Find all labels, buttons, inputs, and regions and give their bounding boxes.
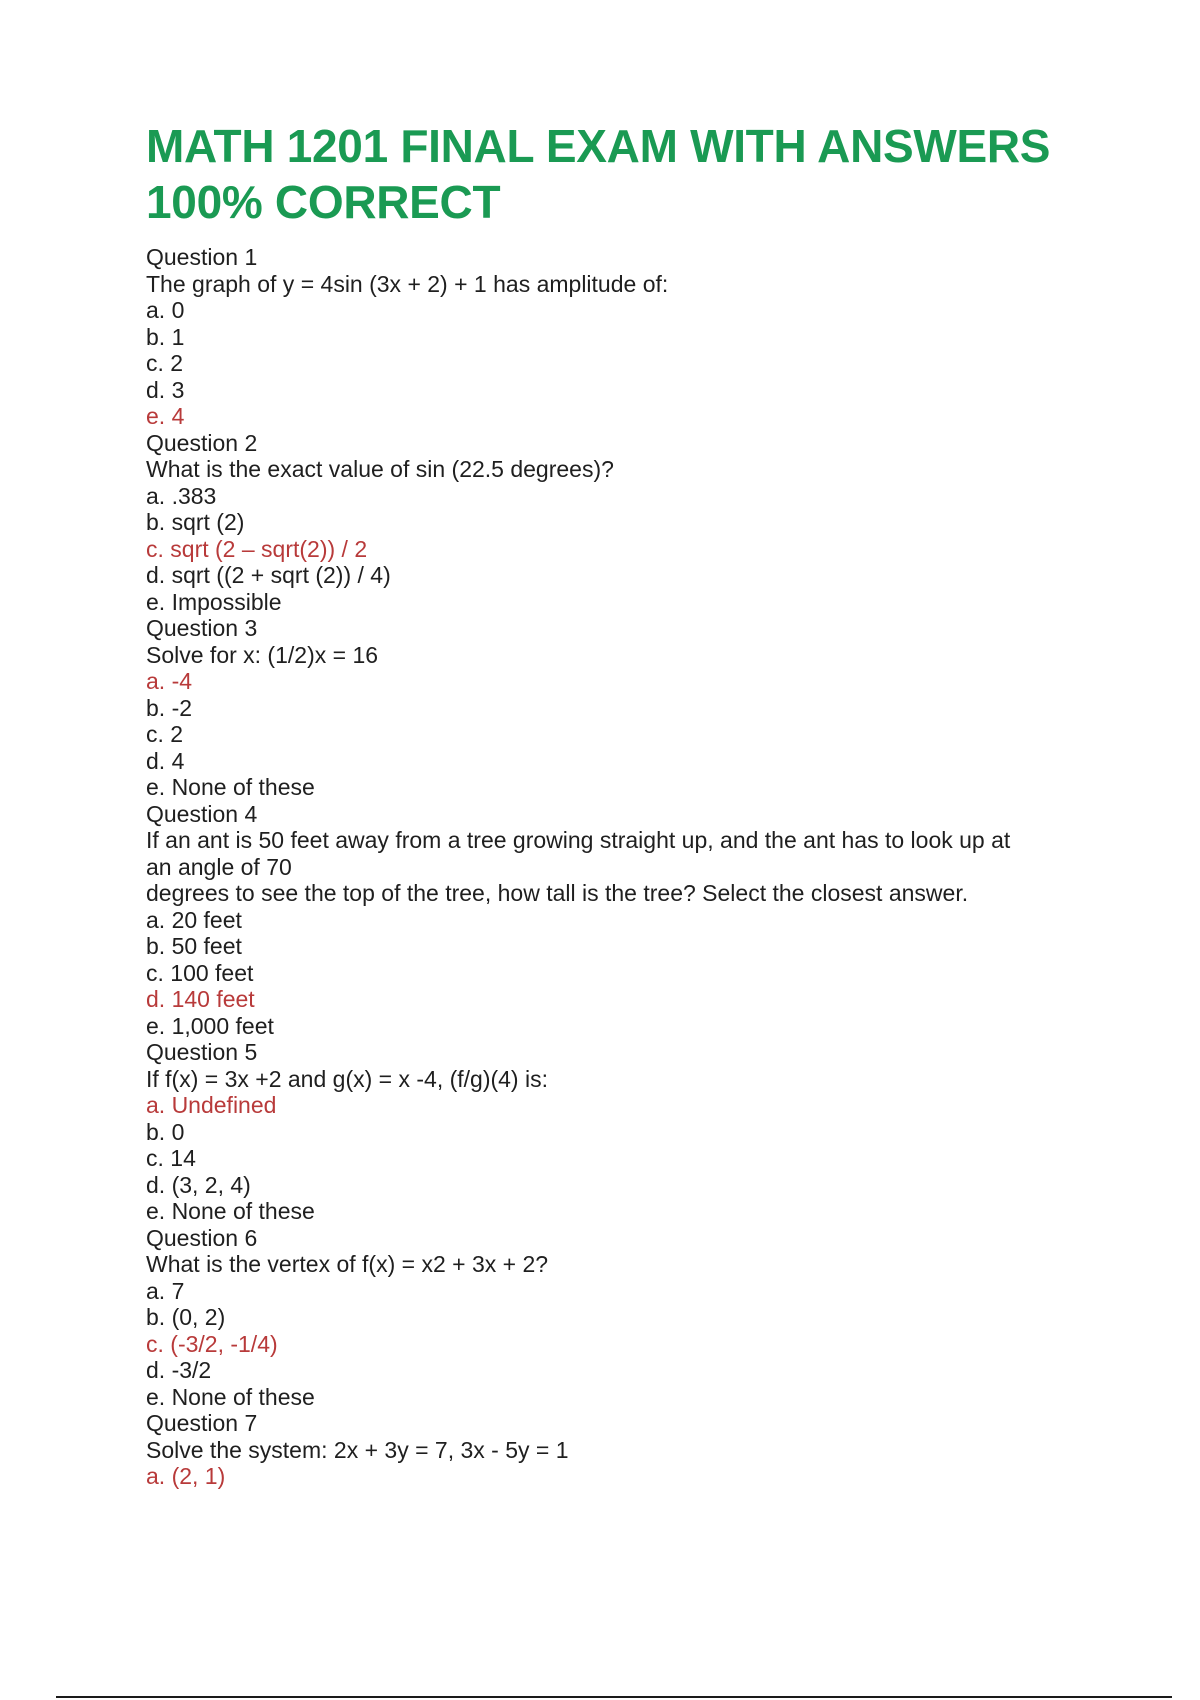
answer-option: b. sqrt (2) <box>146 509 245 535</box>
answer-option-correct: d. 140 feet <box>146 986 255 1012</box>
question-text: If f(x) = 3x +2 and g(x) = x -4, (f/g)(4) is: <box>146 1065 548 1092</box>
question-text: Solve the system: 2x + 3y = 7, 3x - 5y = 1 <box>146 1436 569 1463</box>
answer-option: c. 2 <box>146 721 184 747</box>
answer-option-correct: c. (-3/2, -1/4) <box>146 1330 278 1357</box>
question-heading: Question 3 <box>146 615 258 641</box>
question-list <box>146 244 1126 1490</box>
question-6 <box>146 1225 1126 1411</box>
answer-option: e. 1,000 feet <box>146 1012 274 1039</box>
answer-option: b. 50 feet <box>146 933 242 959</box>
question-text: What is the exact value of sin (22.5 degrees)? <box>146 456 614 482</box>
answer-option: b. -2 <box>146 694 193 721</box>
answer-option: c. 14 <box>146 1145 196 1171</box>
answer-option: a. 0 <box>146 297 185 323</box>
question-text: Solve for x: (1/2)x = 16 <box>146 641 379 668</box>
answer-option: d. -3/2 <box>146 1357 212 1383</box>
question-2 <box>146 430 1126 616</box>
question-heading: Question 6 <box>146 1224 258 1251</box>
question-1 <box>146 244 1126 430</box>
question-4 <box>146 801 1126 1040</box>
answer-option-correct: a. (2, 1) <box>146 1463 226 1489</box>
answer-option: d. 4 <box>146 747 185 774</box>
question-7 <box>146 1410 1126 1490</box>
question-heading: Question 1 <box>146 244 258 270</box>
question-5 <box>146 1039 1126 1225</box>
answer-option: e. None of these <box>146 1383 315 1410</box>
answer-option: d. 3 <box>146 376 185 403</box>
question-text: If an ant is 50 feet away from a tree growing straight up, and the ant has to look up at <box>146 827 1011 853</box>
question-heading: Question 7 <box>146 1410 258 1436</box>
answer-option: a. 7 <box>146 1277 185 1304</box>
answer-option: a. .383 <box>146 482 217 509</box>
question-text: The graph of y = 4sin (3x + 2) + 1 has amplitude of: <box>146 270 669 297</box>
question-text: What is the vertex of f(x) = x2 + 3x + 2? <box>146 1251 549 1277</box>
answer-option: a. 20 feet <box>146 906 242 933</box>
answer-option-correct: a. -4 <box>146 668 193 694</box>
question-text: degrees to see the top of the tree, how tall is the tree? Select the closest answer. <box>146 880 969 906</box>
document-page <box>146 118 1126 1490</box>
answer-option: b. 1 <box>146 323 185 350</box>
answer-option-correct: c. sqrt (2 – sqrt(2)) / 2 <box>146 535 368 562</box>
answer-option: b. 0 <box>146 1118 185 1145</box>
answer-option: b. (0, 2) <box>146 1304 226 1330</box>
answer-option: e. None of these <box>146 1198 315 1224</box>
question-heading: Question 4 <box>146 800 258 827</box>
question-text: an angle of 70 <box>146 853 292 880</box>
question-heading: Question 5 <box>146 1039 258 1065</box>
question-3 <box>146 615 1126 801</box>
answer-option: c. 2 <box>146 350 184 376</box>
answer-option-correct: e. 4 <box>146 403 185 429</box>
answer-option-correct: a. Undefined <box>146 1092 277 1118</box>
answer-option: d. (3, 2, 4) <box>146 1171 251 1198</box>
answer-option: e. None of these <box>146 774 315 800</box>
page-bottom-rule <box>56 1696 1172 1698</box>
question-heading: Question 2 <box>146 429 258 456</box>
answer-option: e. Impossible <box>146 588 282 615</box>
document-title: MATH 1201 FINAL EXAM WITH ANSWERS 100% CORRECT <box>146 120 1051 228</box>
answer-option: d. sqrt ((2 + sqrt (2)) / 4) <box>146 562 391 588</box>
answer-option: c. 100 feet <box>146 959 254 986</box>
